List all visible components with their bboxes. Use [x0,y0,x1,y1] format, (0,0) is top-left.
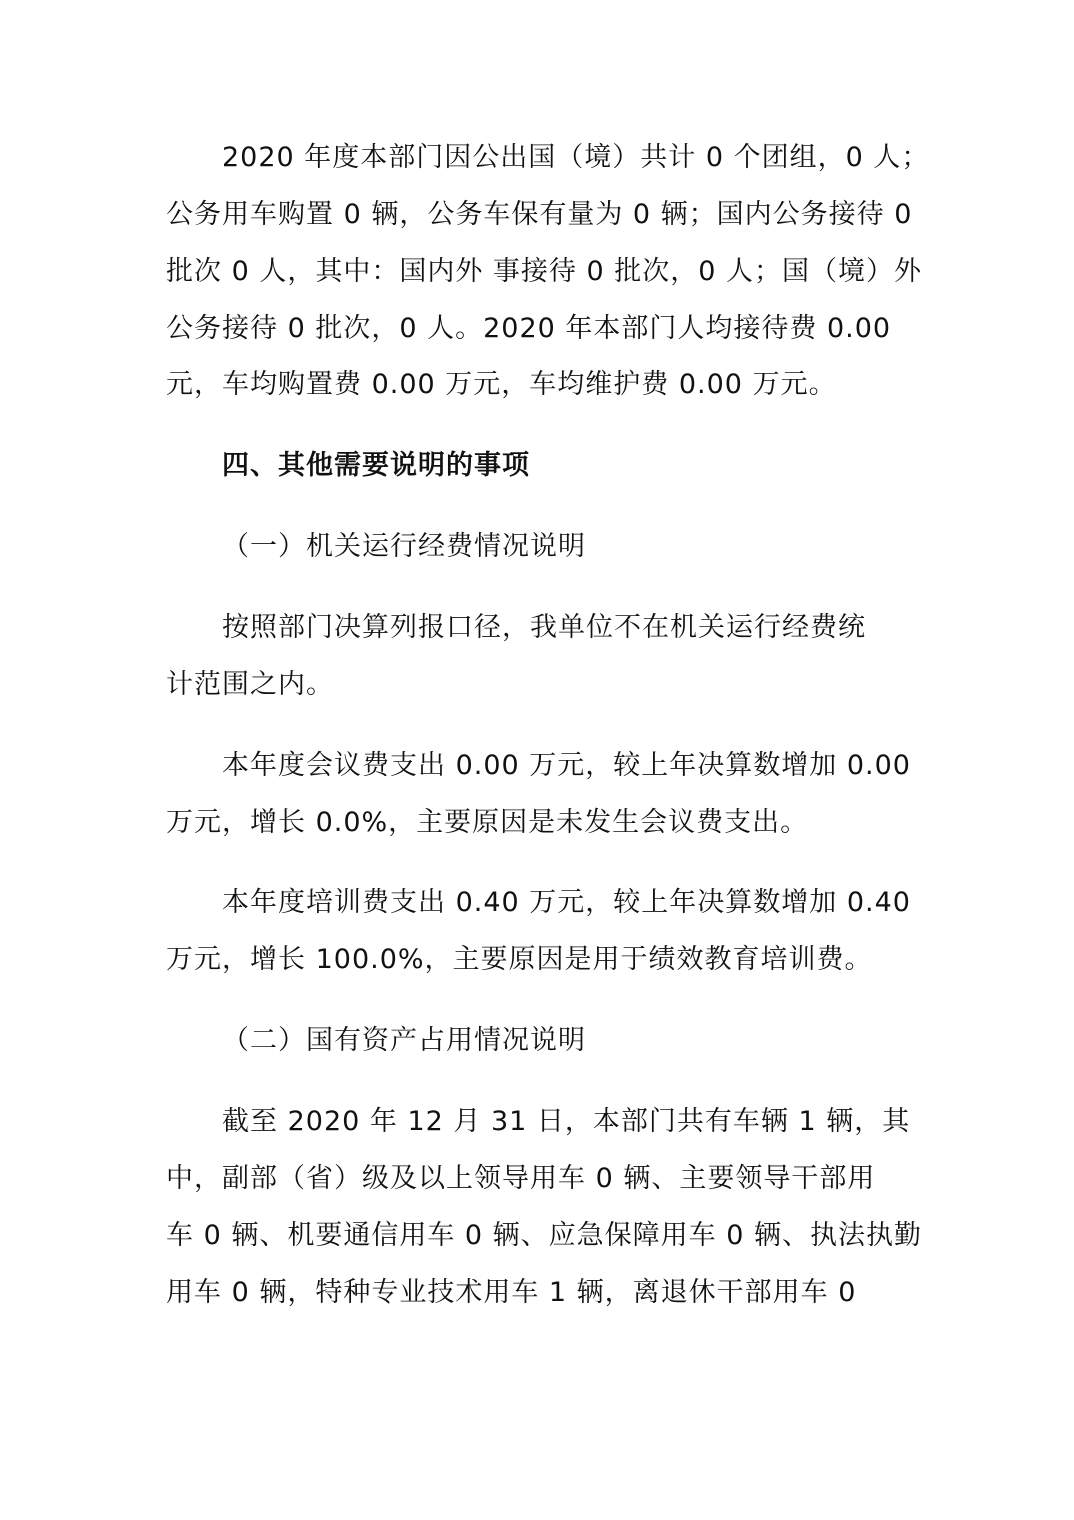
paragraph-training-line-1: 本年度培训费支出 0.40 万元，较上年决算数增加 0.40 [222,887,911,918]
paragraph-operating-line-2: 计范围之内。 [166,669,334,700]
paragraph-meeting-line-1: 本年度会议费支出 0.00 万元，较上年决算数增加 0.00 [222,750,911,781]
paragraph-travel-line-2: 公务用车购置 0 辆，公务车保有量为 0 辆；国内公务接待 0 [166,199,913,230]
subsection-heading-1: （一）机关运行经费情况说明 [222,531,586,562]
paragraph-travel-line-5: 元，车均购置费 0.00 万元，车均维护费 0.00 万元。 [166,369,837,400]
paragraph-meeting-line-2: 万元，增长 0.0%，主要原因是未发生会议费支出。 [166,807,809,838]
paragraph-assets-line-4: 用车 0 辆，特种专业技术用车 1 辆，离退休干部用车 0 [166,1277,857,1308]
section-heading: 四、其他需要说明的事项 [222,450,530,481]
paragraph-travel-line-1: 2020 年度本部门因公出国（境）共计 0 个团组，0 人； [222,142,930,173]
paragraph-travel-line-3: 批次 0 人，其中：国内外 事接待 0 批次，0 人；国（境）外 [166,256,923,287]
paragraph-operating-line-1: 按照部门决算列报口径，我单位不在机关运行经费统 [222,612,866,643]
paragraph-assets-line-2: 中，副部（省）级及以上领导用车 0 辆、主要领导干部用 [166,1163,876,1194]
subsection-heading-2: （二）国有资产占用情况说明 [222,1025,586,1056]
paragraph-training-line-2: 万元，增长 100.0%，主要原因是用于绩效教育培训费。 [166,944,873,975]
paragraph-travel-line-4: 公务接待 0 批次，0 人。2020 年本部门人均接待费 0.00 [166,313,892,344]
paragraph-assets-line-1: 截至 2020 年 12 月 31 日，本部门共有车辆 1 辆，其 [222,1106,911,1137]
paragraph-assets-line-3: 车 0 辆、机要通信用车 0 辆、应急保障用车 0 辆、执法执勤 [166,1220,923,1251]
